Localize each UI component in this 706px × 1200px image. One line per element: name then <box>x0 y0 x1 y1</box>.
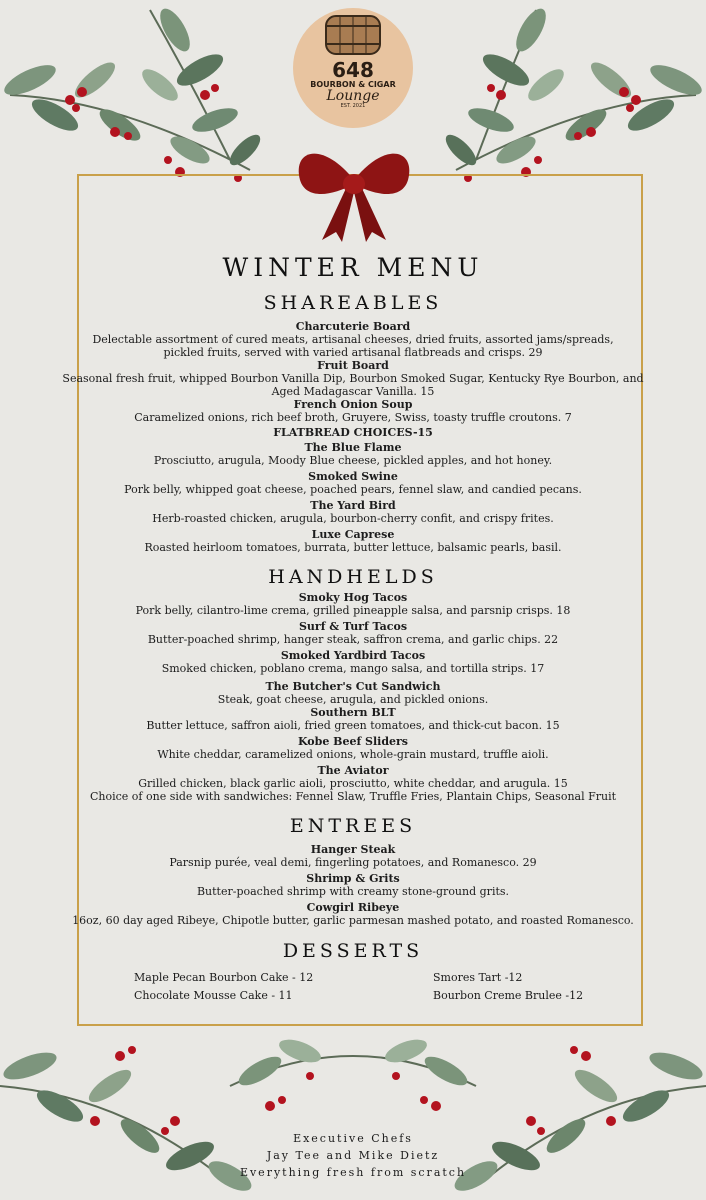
side-note: Choice of one side with sandwiches: Fennel Slaw, Truffle Fries, Plantain Chips, Seasonal Fruit <box>89 790 617 803</box>
item-name: The Blue Flame <box>304 441 402 454</box>
menu-item <box>0 706 706 732</box>
menu-item <box>0 843 706 869</box>
menu-item <box>0 901 706 927</box>
logo-number: 648 <box>332 58 374 82</box>
bow-icon <box>292 140 416 244</box>
item-description: Aged Madagascar Vanilla. 15 <box>271 385 435 398</box>
dessert-item: Smores Tart -12 <box>433 971 523 984</box>
footer-line: Everything fresh from scratch <box>239 1166 467 1179</box>
item-name: The Butcher's Cut Sandwich <box>265 680 441 693</box>
item-name: Surf & Turf Tacos <box>298 620 408 633</box>
flatbread-heading: FLATBREAD CHOICES-15 <box>273 426 433 439</box>
section-heading-shareables: SHAREABLES <box>263 292 443 314</box>
menu-item <box>0 735 706 761</box>
item-description: Butter-poached shrimp, hanger steak, saffron crema, and garlic chips. 22 <box>147 633 559 646</box>
item-description: Steak, goat cheese, arugula, and pickled onions. <box>217 693 489 706</box>
section-heading-desserts: DESSERTS <box>282 940 424 962</box>
menu-item <box>0 398 706 424</box>
footer-credits <box>0 1130 706 1181</box>
menu-item <box>0 680 706 706</box>
menu-item <box>0 441 706 467</box>
item-description: Butter lettuce, saffron aioli, fried green tomatoes, and thick-cut bacon. 15 <box>146 719 560 732</box>
menu-item <box>0 320 706 359</box>
menu-item <box>0 764 706 790</box>
item-name: The Aviator <box>317 764 389 777</box>
menu-item <box>0 470 706 496</box>
lounge-logo <box>293 8 413 128</box>
menu-item <box>0 649 706 675</box>
menu-item <box>0 359 706 398</box>
item-description: Prosciutto, arugula, Moody Blue cheese, pickled apples, and hot honey. <box>153 454 553 467</box>
item-description: Caramelized onions, rich beef broth, Gruyere, Swiss, toasty truffle croutons. 7 <box>134 411 572 424</box>
menu-item <box>0 872 706 898</box>
logo-line1: BOURBON & CIGAR <box>310 80 396 89</box>
item-description: 16oz, 60 day aged Ribeye, Chipotle butter, garlic parmesan mashed potato, and roasted Romanesco. <box>72 914 634 927</box>
item-name: Shrimp & Grits <box>306 872 400 885</box>
footer-line: Executive Chefs <box>293 1132 413 1145</box>
foliage-top-right-decoration <box>406 0 706 200</box>
menu-item <box>0 499 706 525</box>
item-description: Pork belly, whipped goat cheese, poached pears, fennel slaw, and candied pecans. <box>124 483 582 496</box>
menu-item <box>0 620 706 646</box>
logo-est: EST. 2021 <box>340 103 366 109</box>
dessert-item: Maple Pecan Bourbon Cake - 12 <box>134 971 314 984</box>
barrel-icon <box>318 14 388 56</box>
item-description: Butter-poached shrimp with creamy stone-ground grits. <box>196 885 510 898</box>
handhelds-list <box>0 591 706 803</box>
item-name: Cowgirl Ribeye <box>306 901 400 914</box>
item-name: Smoked Swine <box>308 470 398 483</box>
section-heading-handhelds: HANDHELDS <box>268 566 438 588</box>
item-description: Herb-roasted chicken, arugula, bourbon-cherry confit, and crispy frites. <box>152 512 554 525</box>
item-name: Hanger Steak <box>310 843 396 856</box>
item-description: Smoked chicken, poblano crema, mango salsa, and tortilla strips. 17 <box>161 662 545 675</box>
section-heading-entrees: ENTREES <box>289 815 417 837</box>
item-description: pickled fruits, served with varied artisanal flatbreads and crisps. 29 <box>163 346 543 359</box>
item-name: French Onion Soup <box>293 398 413 411</box>
foliage-top-left-decoration <box>0 0 300 200</box>
item-name: The Yard Bird <box>310 499 396 512</box>
menu-item <box>0 528 706 554</box>
item-name: Southern BLT <box>310 706 396 719</box>
menu-title: WINTER MENU <box>222 253 484 282</box>
shareables-list <box>0 320 706 554</box>
logo-line2: Lounge <box>326 88 380 104</box>
item-description: White cheddar, caramelized onions, whole-grain mustard, truffle aioli. <box>157 748 549 761</box>
dessert-item: Chocolate Mousse Cake - 11 <box>134 989 293 1002</box>
item-name: Charcuterie Board <box>295 320 411 333</box>
item-name: Smoked Yardbird Tacos <box>280 649 426 662</box>
item-description: Roasted heirloom tomatoes, burrata, butter lettuce, balsamic pearls, basil. <box>144 541 562 554</box>
item-description: Pork belly, cilantro-lime crema, grilled pineapple salsa, and parsnip crisps. 18 <box>135 604 571 617</box>
item-name: Kobe Beef Sliders <box>297 735 408 748</box>
item-name: Luxe Caprese <box>311 528 395 541</box>
item-name: Smoky Hog Tacos <box>298 591 408 604</box>
entrees-list <box>0 843 706 927</box>
item-name: Fruit Board <box>317 359 389 372</box>
item-description: Grilled chicken, black garlic aioli, prosciutto, white cheddar, and arugula. 15 <box>138 777 568 790</box>
item-description: Delectable assortment of cured meats, artisanal cheeses, dried fruits, assorted jams/spreads, <box>92 333 614 346</box>
footer-line: Jay Tee and Mike Dietz <box>266 1149 440 1162</box>
item-description: Parsnip purée, veal demi, fingerling potatoes, and Romanesco. 29 <box>169 856 537 869</box>
item-description: Seasonal fresh fruit, whipped Bourbon Vanilla Dip, Bourbon Smoked Sugar, Kentucky Rye Bourbon, and <box>62 372 644 385</box>
menu-item <box>0 591 706 617</box>
dessert-item: Bourbon Creme Brulee -12 <box>433 989 584 1002</box>
